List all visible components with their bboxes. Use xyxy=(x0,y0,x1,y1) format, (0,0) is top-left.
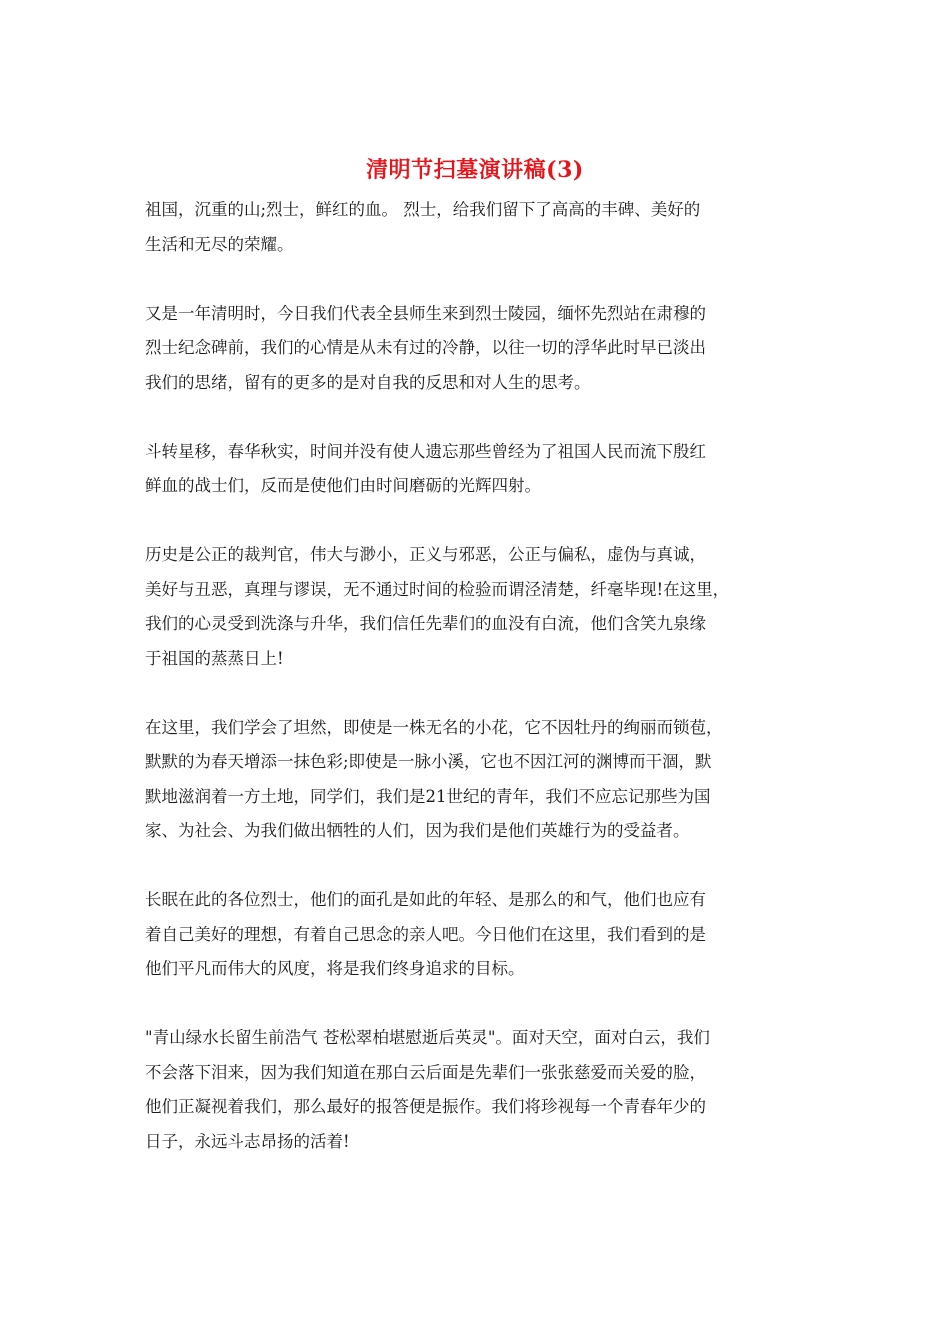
text-line: 鲜血的战士们，反而是使他们由时间磨砺的光辉四射。 xyxy=(145,476,541,495)
text-line: 默默的为春天增添一抹色彩;即使是一脉小溪，它也不因江河的渊博而干涸，默 xyxy=(145,752,712,771)
document-body xyxy=(145,193,815,1194)
text-line: 家、为社会、为我们做出牺牲的人们，因为我们是他们英雄行为的受益者。 xyxy=(145,821,690,840)
text-line: 着自己美好的理想，有着自己思念的亲人吧。今日他们在这里，我们看到的是 xyxy=(145,924,706,944)
paragraph-2 xyxy=(145,297,815,401)
text-line: 默地滋润着一方土地，同学们，我们是21世纪的青年，我们不应忘记那些为国 xyxy=(145,786,711,806)
text-line: "青山绿水长留生前浩气 苍松翠柏堪慰逝后英灵"。面对天空，面对白云，我们 xyxy=(145,1028,710,1047)
paragraph-6 xyxy=(145,883,815,987)
paragraph-3 xyxy=(145,435,815,504)
text-line: 不会落下泪来，因为我们知道在那白云后面是先辈们一张张慈爱而关爱的脸， xyxy=(145,1062,706,1082)
text-line: 烈士纪念碑前，我们的心情是从未有过的冷静，以往一切的浮华此时早已淡出 xyxy=(145,338,706,357)
text-line: 在这里，我们学会了坦然，即使是一株无名的小花，它不因牡丹的绚丽而锁苞， xyxy=(145,717,723,737)
text-line: 日子，永远斗志昂扬的活着! xyxy=(145,1131,350,1151)
text-line: 于祖国的蒸蒸日上! xyxy=(145,648,284,668)
text-line: 生活和无尽的荣耀。 xyxy=(145,234,294,254)
text-line: 历史是公正的裁判官，伟大与渺小，正义与邪恶，公正与偏私，虚伪与真诚， xyxy=(145,545,706,564)
text-line: 斗转星移，春华秋实，时间并没有使人遗忘那些曾经为了祖国人民而流下殷红 xyxy=(145,441,706,461)
document-title: 清明节扫墓演讲稿(3) xyxy=(366,157,584,183)
text-line: 长眠在此的各位烈士，他们的面孔是如此的年轻、是那么的和气，他们也应有 xyxy=(145,890,706,909)
paragraph-5 xyxy=(145,711,815,849)
paragraph-4 xyxy=(145,538,815,676)
paragraph-1 xyxy=(145,193,815,262)
text-line: 我们的思绪，留有的更多的是对自我的反思和对人生的思考。 xyxy=(145,372,591,392)
paragraph-7 xyxy=(145,1021,815,1159)
text-line: 他们正凝视着我们，那么最好的报答便是振作。我们将珍视每一个青春年少的 xyxy=(145,1097,706,1116)
text-line: 我们的心灵受到洗涤与升华，我们信任先辈们的血没有白流，他们含笑九泉缘 xyxy=(145,614,706,633)
text-line: 他们平凡而伟大的风度，将是我们终身追求的目标。 xyxy=(145,959,525,978)
text-line: 祖国，沉重的山;烈士，鲜红的血。 烈士，给我们留下了高高的丰碑、美好的 xyxy=(145,200,701,219)
text-line: 美好与丑恶，真理与谬误，无不通过时间的检验而谓泾清楚，纤毫毕现!在这里， xyxy=(145,579,730,599)
text-line: 又是一年清明时，今日我们代表全县师生来到烈士陵园，缅怀先烈站在肃穆的 xyxy=(145,303,706,323)
